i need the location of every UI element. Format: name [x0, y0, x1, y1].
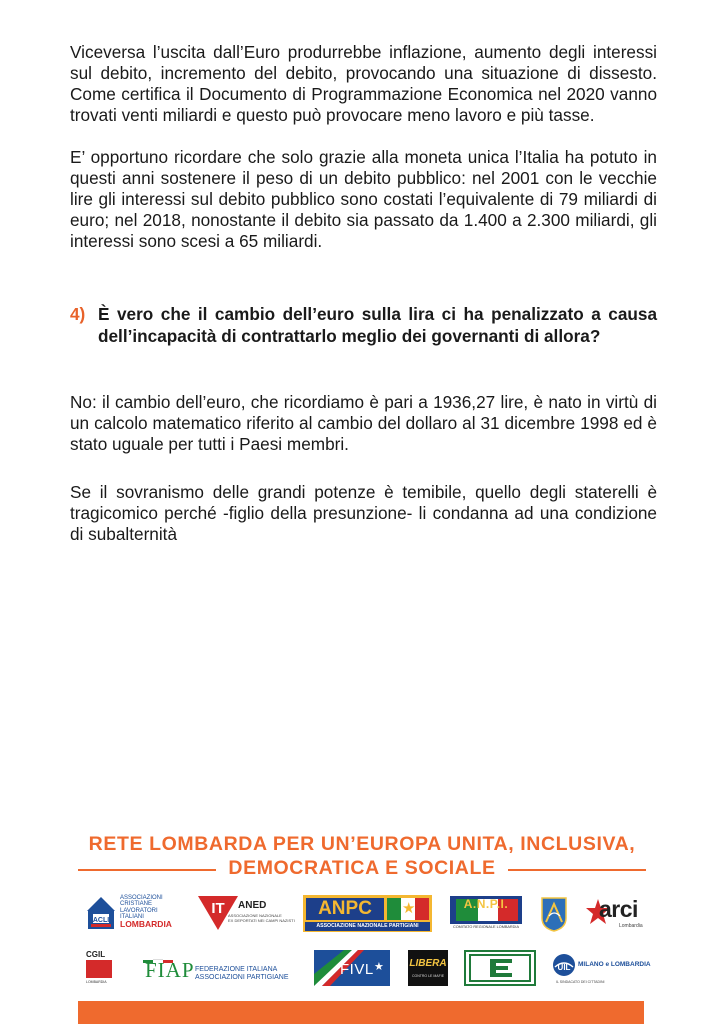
body-paragraph-1: Viceversa l’uscita dall’Euro produrrebbe inflazione, aumento degli interessi sul debito, incremento del debito, provocando una situazione di dissesto. Come certifica il Documento di Programmazione Economica nel 2020 vanno trovati venti miliardi e questo può provocare meno lavoro e più tasse.	[70, 42, 657, 125]
fiap-line: ASSOCIAZIONI PARTIGIANE	[195, 974, 289, 981]
svg-text:UIL: UIL	[557, 963, 571, 972]
anpi-logo	[450, 896, 522, 932]
title-rule-right	[508, 869, 646, 871]
libera-logo	[408, 950, 448, 986]
fiap-mark: FIAP	[145, 958, 195, 982]
question-number: 4)	[70, 304, 86, 324]
acli-line: CRISTIANE	[120, 901, 153, 908]
libera-name: LIBERA	[409, 958, 447, 969]
e-letter-icon	[466, 952, 534, 984]
anpc-logo	[303, 895, 432, 938]
cgil-logo	[86, 950, 116, 986]
aned-logo	[198, 896, 313, 932]
svg-text:ACLI: ACLI	[92, 917, 110, 924]
body-paragraph-2: E’ opportuno ricordare che solo grazie alla moneta unica l’Italia ha potuto in questi anni sostenere il peso di un debito pubblico: nel 2001 con le vecchie lire gli interessi sul debito pubblico sono costati l’equivalente di 79 miliardi di euro; nel 2018, nonostante il debito sia passato da 1.400 a 2.300 miliardi, gli interessi sono scesi a 65 miliardi.	[70, 147, 657, 251]
answer-paragraph: No: il cambio dell’euro, che ricordiamo è pari a 1936,27 lire, è nato in virtù di un calcolo matematico riferito al cambio del dollaro al 31 dicembre 1998 ed è stato uguale per tutti i Paesi membri.	[70, 392, 657, 454]
network-title-line-2: DEMOCRATICA E SOCIALE	[228, 857, 496, 879]
uil-globe-icon	[552, 953, 576, 977]
arci-name: arci	[599, 896, 638, 922]
anpi-sub: COMITATO REGIONALE LOMBARDIA	[452, 925, 520, 929]
green-e-logo	[464, 950, 536, 986]
anpc-flag-red	[415, 898, 429, 920]
acli-line: LAVORATORI	[120, 907, 158, 914]
shield-emblem-logo	[540, 896, 568, 932]
acli-logo	[83, 893, 188, 933]
anpc-name: ANPC	[306, 898, 384, 920]
acli-line: LOMBARDIA	[120, 919, 172, 930]
anpi-name: A.N.P.I.	[463, 897, 509, 911]
shield-icon	[540, 896, 568, 932]
star-icon: ★	[402, 900, 416, 917]
anpc-sub: ASSOCIAZIONE NAZIONALE PARTIGIANI CRISTIANI	[305, 922, 430, 931]
cgil-red-block	[86, 960, 112, 978]
star-icon: ★	[374, 961, 384, 973]
svg-text:IT: IT	[211, 900, 225, 917]
aned-sub: EX DEPORTATI NEI CAMPI NAZISTI	[228, 918, 295, 923]
acli-line: ASSOCIAZIONI	[120, 895, 163, 901]
acli-line: ITALIANI	[120, 913, 144, 920]
uil-sub: IL SINDACATO DEI CITTADINI	[556, 980, 605, 984]
libera-sub: CONTRO LE MAFIE	[411, 974, 445, 978]
question-text: È vero che il cambio dell’euro sulla lira ci ha penalizzato a causa dell’incapacità di contrattarlo meglio dei governanti di allora?	[98, 304, 657, 346]
uil-logo	[552, 953, 651, 987]
aned-name: ANED	[238, 900, 267, 911]
arci-sub: Lombardia	[619, 923, 643, 929]
fivl-logo	[314, 950, 390, 986]
anpc-flag-green	[387, 898, 401, 920]
cgil-sub: LOMBARDIA	[86, 980, 107, 984]
cgil-name: CGIL	[86, 950, 106, 959]
fiap-line: FEDERAZIONE ITALIANA	[195, 966, 278, 973]
uil-text: MILANO e LOMBARDIA	[578, 961, 651, 968]
fiap-logo	[143, 950, 298, 986]
arci-logo	[585, 895, 645, 933]
network-title-line-1: RETE LOMBARDA PER UN’EUROPA UNITA, INCLUSIVA,	[88, 833, 636, 855]
closing-paragraph: Se il sovranismo delle grandi potenze è temibile, quello degli staterelli è tragicomico perché -figlio della presunzione- li condanna ad una condizione di subalternità	[70, 482, 657, 544]
question-4	[70, 304, 657, 347]
fivl-name: FIVL	[340, 961, 374, 978]
footer-orange-bar	[78, 1001, 644, 1024]
aned-sub: ASSOCIAZIONE NAZIONALE	[228, 913, 282, 918]
